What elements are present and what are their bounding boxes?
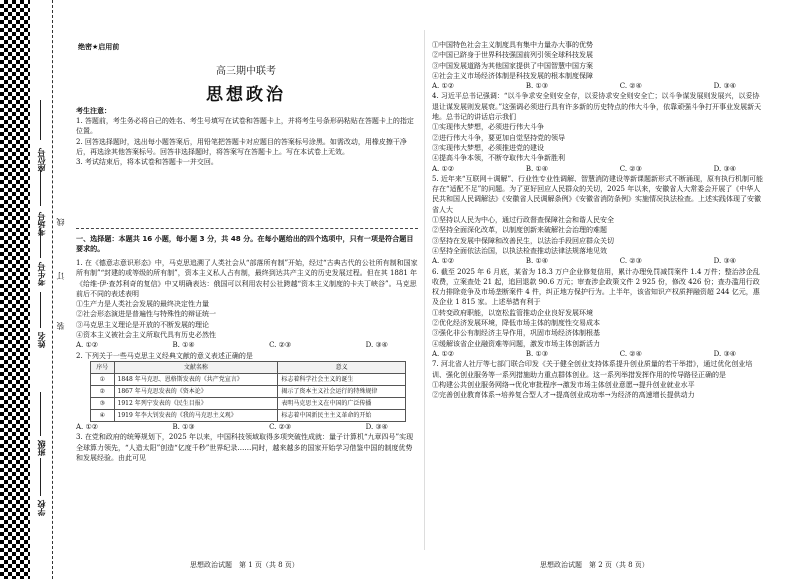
field-exam-room: 考场号 bbox=[37, 212, 46, 236]
table-row bbox=[91, 373, 406, 385]
table-cell: 1867 年马克思发表的《资本论》 bbox=[114, 385, 278, 397]
table-cell: 揭示了资本主义社会运行的特殊规律 bbox=[278, 385, 406, 397]
q1-stem: 1. 在《德意志意识形态》中，马克思追溯了人类社会从“部落所有制”开始，经过“古典古代的公社所有制和国家所有制”“封建的或等级的所有制”，资本主义私人占有制，最终到达共产主义的历史发展过程。但在其 1881 年《给维·伊·查苏利奇的复信》中又明确表达：俄国可以利用农村公社跨越“资本主义制度的卡夫丁峡谷”。马克思前后不同的表述表明 bbox=[76, 259, 418, 298]
q2-option-a[interactable]: A. ①② bbox=[76, 422, 99, 431]
table-row bbox=[91, 397, 406, 409]
section-heading: 一、选择题：本题共 16 小题，每小题 3 分，共 48 分。在每小题给出的四个选项中，只有一项是符合题目要求的。 bbox=[76, 234, 414, 254]
q2-option-c[interactable]: C. ②③ bbox=[269, 422, 292, 431]
table-cell: ① bbox=[91, 373, 115, 385]
table-header: 意义 bbox=[278, 361, 406, 373]
note-item-2: 2. 回答选择题时，选出每小题答案后，用铅笔把答题卡对应题目的答案标号涂黑。如需改动，用橡皮擦干净后，再选涂其他答案标号。回答非选择题时，将答案写在答题卡上。写在本试卷上无效。 bbox=[76, 137, 407, 156]
field-exam-room-blank bbox=[40, 170, 41, 206]
q5-stem: 5. 近年来“互联网＋调解”、行业性专业性调解、智慧消防建设等新课题新形式不断涌现，原有执行机制可能存在“适配不足”的问题。为了更好回应人民群众的关切，2025 年以来，安徽省人大常委会开展了《中华人民共和国人民调解法》《安徽省人民调解条例》《安徽省消防条例》实施情况执法检查。上述实践体现了安徽省人大 bbox=[432, 174, 764, 214]
q1-option-a[interactable]: A. ①② bbox=[76, 341, 99, 350]
q2-stem: 2. 下列关于一些马克思主义经典文献的意义表述正确的是 bbox=[76, 351, 253, 360]
binding-strip bbox=[0, 0, 68, 579]
q4-item: ④提高斗争本领，不断夺取伟大斗争新胜利 bbox=[432, 154, 565, 163]
footer-page-2: 思想政治试题 第 2 页（共 8 页） bbox=[540, 561, 649, 569]
table-cell: ② bbox=[91, 385, 115, 397]
q1-option-b[interactable]: B. ①④ bbox=[172, 341, 195, 350]
q1-options bbox=[76, 340, 418, 350]
q2-option-d[interactable]: D. ③④ bbox=[365, 422, 388, 431]
table-row bbox=[91, 409, 406, 421]
mark-bind: 装 bbox=[56, 322, 65, 330]
q3-option-b[interactable]: B. ①③ bbox=[525, 82, 548, 91]
q2-options bbox=[76, 422, 418, 432]
q6-options bbox=[432, 349, 766, 359]
q3-option-c[interactable]: C. ②④ bbox=[619, 82, 642, 91]
q3-stem: 3. 在党和政府的统筹规划下，2025 年以来，中国科技领域取得多项突破性成就：量子计算机“九章四号”实现全球算力领先，“人造太阳”创造“亿度千秒”世界纪录……同时，越来越多的国家开始学习借鉴中国的制度优势和发展经验。由此可见 bbox=[76, 433, 414, 462]
mark-line: 线 bbox=[56, 218, 65, 226]
q4-item: ③实现伟大梦想，必须推进党的建设 bbox=[432, 143, 544, 152]
q1-option-c[interactable]: C. ②③ bbox=[269, 341, 292, 350]
q6-option-c[interactable]: C. ②④ bbox=[619, 349, 642, 358]
q1-item: ①生产力是人类社会发展的最终决定性力量 bbox=[76, 300, 209, 309]
note-item-1: 1. 答题前，考生务必将自己的姓名、考生号填写在试卷和答题卡上，并将考生号条形码粘贴在答题卡上的指定位置。 bbox=[76, 117, 414, 136]
notes-block bbox=[76, 106, 416, 167]
q5-option-a[interactable]: A. ①② bbox=[432, 257, 455, 266]
mark-order: 订 bbox=[56, 272, 65, 280]
right-column bbox=[432, 40, 766, 400]
q3-item: ②中国已跻身于世界科技强国前列引领全球科技发展 bbox=[432, 51, 593, 60]
q6-item: ②优化经济发展环境，降低市场主体的制度性交易成本 bbox=[432, 319, 600, 328]
table-cell: ④ bbox=[91, 409, 115, 421]
q7-stem: 7. 河北省人社厅等七部门联合印发《关于健全创业支持体系提升创业质量的若干举措》，通过优化创业培训、强化创业服务等一系列措施助力重点群体创业。这一系列举措发挥作用的传导路径正确的是 bbox=[432, 360, 753, 379]
q1-option-d[interactable]: D. ③④ bbox=[365, 341, 388, 350]
q6-stem: 6. 截至 2025 年 6 月底，某省为 18.3 万户企业修复信用，累计办理免罚减罚案件 1.4 万件；整治涉企乱收费，立案查处 21 起，追回退款 90.6 万元；审查涉企政策文件 2 925 份，修改 426 份；查办滥用行政权力排除竞争及市场垄断案件 4 件，纠正地方保护行为。上半年，该省知识产权质押融资超 244 亿元，惠及企业 1 815 家。上述举措有利于 bbox=[432, 267, 760, 307]
field-student-id: 考生号 bbox=[37, 262, 46, 286]
q6-option-a[interactable]: A. ①② bbox=[432, 349, 455, 358]
q3-option-a[interactable]: A. ①② bbox=[432, 82, 455, 91]
q3-item: ④社会主义市场经济体制是科技发展的根本制度保障 bbox=[432, 71, 593, 80]
q4-option-c[interactable]: C. ②③ bbox=[619, 164, 642, 173]
q3-option-d[interactable]: D. ③④ bbox=[713, 82, 736, 91]
field-school-blank bbox=[40, 458, 41, 496]
q5-item: ③坚持在发展中保障和改善民生，以法治手段回应群众关切 bbox=[432, 236, 614, 245]
table-cell: 标志着科学社会主义的诞生 bbox=[278, 373, 406, 385]
field-seat-number-blank bbox=[40, 100, 41, 140]
field-class: 班级 bbox=[37, 440, 46, 456]
q5-item: ①坚持以人民为中心，通过行政督查保障社会和谐人民安全 bbox=[432, 216, 614, 225]
q6-option-d[interactable]: D. ③④ bbox=[713, 349, 736, 358]
q6-option-b[interactable]: B. ①③ bbox=[525, 349, 548, 358]
literature-table bbox=[90, 361, 406, 422]
q1-item: ③马克思主义理论是开放的不断发展的理论 bbox=[76, 320, 209, 329]
table-cell: 标志着中国新民主主义革命的开始 bbox=[278, 409, 406, 421]
q6-item: ④缓解该省企业融资难等问题，激发市场主体创新活力 bbox=[432, 339, 600, 348]
q2-option-b[interactable]: B. ①③ bbox=[172, 422, 195, 431]
q5-option-d[interactable]: D. ③④ bbox=[713, 257, 736, 266]
table-cell: ③ bbox=[91, 397, 115, 409]
table-row bbox=[91, 385, 406, 397]
q7-item: ①构建公共创业服务网络→优化审批程序→激发市场主体创业意愿→提升创业就业水平 bbox=[432, 380, 695, 389]
q3-options bbox=[432, 81, 766, 91]
field-name: 姓名 bbox=[37, 332, 46, 348]
q6-item: ③强化非公有制经济主导作用，巩固市场经济体制根基 bbox=[432, 329, 600, 338]
table-header-row bbox=[91, 361, 406, 373]
notes-title: 考生注意： bbox=[76, 107, 111, 115]
binding-cut-line bbox=[52, 0, 53, 579]
table-cell: 1848 年马克思、恩格斯发表的《共产党宣言》 bbox=[114, 373, 278, 385]
q5-option-b[interactable]: B. ①④ bbox=[525, 257, 548, 266]
question-1 bbox=[76, 258, 418, 463]
table-cell: 表明马克思主义在中国的广泛传播 bbox=[278, 397, 406, 409]
q4-options bbox=[432, 164, 766, 174]
q5-options bbox=[432, 256, 766, 266]
q4-stem: 4. 习近平总书记强调：“以斗争求安全则安全存，以妥协求安全则安全亡；以斗争谋发展则发展兴，以妥协退让谋发展则发展衰。”这强调必须进行具有许多新的历史特点的伟大斗争，依靠顽强斗争打开事业发展新天地。总书记的讲话启示我们 bbox=[432, 92, 762, 122]
subject-title: 思想政治 bbox=[206, 85, 286, 105]
field-name-blank bbox=[40, 292, 41, 328]
q4-option-b[interactable]: B. ①④ bbox=[525, 164, 548, 173]
q5-option-c[interactable]: C. ②③ bbox=[619, 257, 642, 266]
q6-item: ①转变政府职能，以宽松监管推动企业良好发展环境 bbox=[432, 308, 593, 317]
q4-option-a[interactable]: A. ①② bbox=[432, 164, 455, 173]
field-seat-number: 座位号 bbox=[37, 148, 46, 172]
note-item-3: 3. 考试结束后，将本试卷和答题卡一并交回。 bbox=[76, 158, 218, 167]
secret-label: 绝密★启用前 bbox=[78, 43, 120, 51]
table-cell: 1912 年列宁发表的《民生目报》 bbox=[114, 397, 278, 409]
table-header: 序号 bbox=[91, 361, 115, 373]
q4-item: ②进行伟大斗争，要更加自觉坚持党的领导 bbox=[432, 133, 565, 142]
q5-item: ②坚持全面深化改革，以制度创新来破解社会治理的难题 bbox=[432, 226, 607, 235]
binding-checker-pattern bbox=[0, 0, 30, 579]
q5-item: ④坚持全面依法治国，以执法检查推动法律法规落地见效 bbox=[432, 246, 607, 255]
exam-title: 高三期中联考 bbox=[216, 66, 276, 77]
q4-item: ①实现伟大梦想，必须进行伟大斗争 bbox=[432, 123, 544, 132]
table-header: 文献名称 bbox=[114, 361, 278, 373]
field-school: 学校 bbox=[37, 500, 46, 516]
footer-page-1: 思想政治试题 第 1 页（共 8 页） bbox=[190, 561, 299, 569]
q1-item: ④资本主义被社会主义所取代具有历史必然性 bbox=[76, 331, 216, 340]
q1-item: ②社会形态演进是普遍性与特殊性的辩证统一 bbox=[76, 310, 216, 319]
q7-item: ②完善创业教育体系→培养复合型人才→提高创业成功率→为经济的高速增长提供动力 bbox=[432, 391, 695, 400]
field-class-blank bbox=[40, 392, 41, 436]
q4-option-d[interactable]: D. ③④ bbox=[713, 164, 736, 173]
q3-item: ③中国发展道路为其他国家提供了中国智慧中国方案 bbox=[432, 61, 593, 70]
table-cell: 1919 年李大钊发表的《我的马克思主义观》 bbox=[114, 409, 278, 421]
page-divider bbox=[424, 30, 425, 550]
q3-item: ①中国特色社会主义制度具有集中力量办大事的优势 bbox=[432, 41, 593, 49]
field-student-id-blank bbox=[40, 228, 41, 258]
notes-separator bbox=[76, 228, 418, 229]
